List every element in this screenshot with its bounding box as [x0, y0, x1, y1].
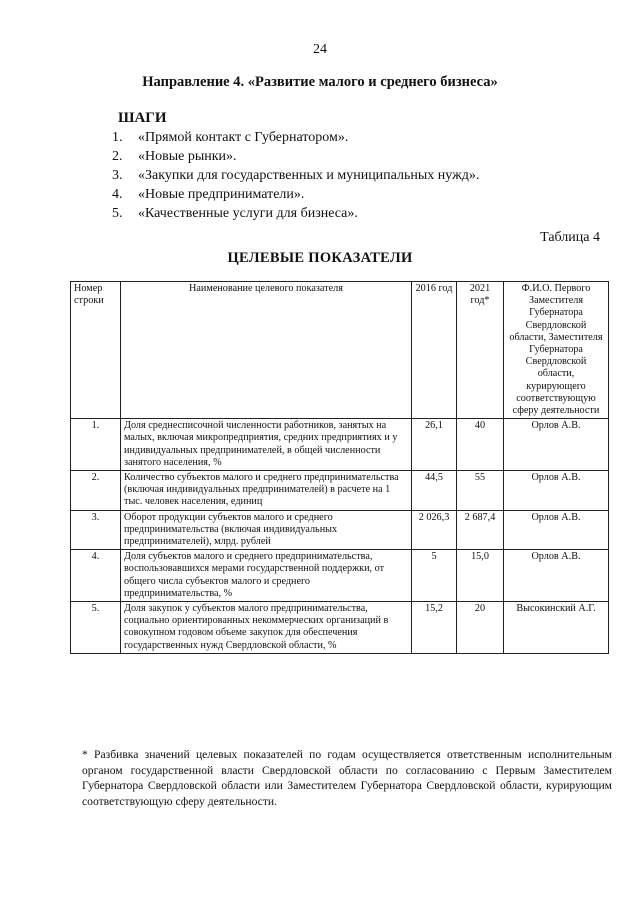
step-number: 1. — [112, 130, 123, 145]
row-2021: 55 — [457, 471, 504, 511]
step-item — [112, 204, 479, 223]
table-row — [71, 471, 609, 511]
row-num: 3. — [71, 510, 121, 550]
step-item — [112, 166, 479, 185]
row-responsible: Высокинский А.Г. — [504, 602, 609, 654]
table-row — [71, 550, 609, 602]
row-responsible: Орлов А.В. — [504, 510, 609, 550]
row-2016: 26,1 — [412, 419, 457, 471]
row-2021: 2 687,4 — [457, 510, 504, 550]
steps-list — [112, 128, 479, 223]
indicators-table — [70, 281, 609, 654]
row-num: 2. — [71, 471, 121, 511]
step-text: «Качественные услуги для бизнеса». — [138, 206, 358, 221]
targets-title: ЦЕЛЕВЫЕ ПОКАЗАТЕЛИ — [227, 250, 413, 266]
steps-heading: ШАГИ — [118, 110, 167, 126]
row-name: Количество субъектов малого и среднего предпринимательства (включая индивидуальных предпринимателей) в расчете на 1 тыс. человек населения, единиц — [121, 471, 412, 511]
step-number: 2. — [112, 149, 123, 164]
table-caption: Таблица 4 — [540, 230, 600, 245]
header-name: Наименование целевого показателя — [121, 282, 412, 419]
page-number: 24 — [313, 42, 327, 57]
row-name: Оборот продукции субъектов малого и среднего предпринимательства (включая индивидуальных предпринимателей), млрд. рублей — [121, 510, 412, 550]
row-2016: 2 026,3 — [412, 510, 457, 550]
row-2021: 20 — [457, 602, 504, 654]
step-item — [112, 147, 479, 166]
row-2016: 15,2 — [412, 602, 457, 654]
step-number: 4. — [112, 187, 123, 202]
row-2021: 15,0 — [457, 550, 504, 602]
row-num: 4. — [71, 550, 121, 602]
header-responsible: Ф.И.О. Первого Заместителя Губернатора Свердловской области, Заместителя Губернатора Свердловской области, курирующего соответствующую сферу деятельности — [504, 282, 609, 419]
table-row — [71, 602, 609, 654]
direction-title: Направление 4. «Развитие малого и среднего бизнеса» — [142, 74, 498, 90]
row-2016: 5 — [412, 550, 457, 602]
header-num: Номер строки — [71, 282, 121, 419]
row-num: 5. — [71, 602, 121, 654]
step-number: 3. — [112, 168, 123, 183]
table-header-row — [71, 282, 609, 419]
row-2016: 44,5 — [412, 471, 457, 511]
row-responsible: Орлов А.В. — [504, 550, 609, 602]
step-text: «Новые рынки». — [138, 149, 237, 164]
step-item — [112, 185, 479, 204]
step-text: «Закупки для государственных и муниципальных нужд». — [138, 168, 480, 183]
row-name: Доля закупок у субъектов малого предпринимательства, социально ориентированных некоммерческих организаций в совокупном годовом объеме закупок для обеспечения государственных нужд Свердловской области, % — [121, 602, 412, 654]
table-row — [71, 510, 609, 550]
row-responsible: Орлов А.В. — [504, 419, 609, 471]
step-text: «Новые предприниматели». — [138, 187, 305, 202]
header-2016: 2016 год — [412, 282, 457, 419]
step-item — [112, 128, 479, 147]
row-name: Доля субъектов малого и среднего предпринимательства, воспользовавшихся мерами государственной поддержки, от общего числа субъектов малого и среднего предпринимательства, % — [121, 550, 412, 602]
table-row — [71, 419, 609, 471]
row-num: 1. — [71, 419, 121, 471]
row-name: Доля среднесписочной численности работников, занятых на малых, включая микропредприятия, средних предприятиях и у индивидуальных предпринимателей, в общей численности занятого населения, % — [121, 419, 412, 471]
header-2021: 2021 год* — [457, 282, 504, 419]
step-text: «Прямой контакт с Губернатором». — [138, 130, 349, 145]
step-number: 5. — [112, 206, 123, 221]
footnote: * Разбивка значений целевых показателей по годам осуществляется ответственным исполнительным органом государственной власти Свердловской области по согласованию с Первым Заместителем Губернатора Свердловской области или Заместителем Губернатора Свердловской области, курирующим соответствующую сферу деятельности. — [82, 748, 612, 808]
row-2021: 40 — [457, 419, 504, 471]
row-responsible: Орлов А.В. — [504, 471, 609, 511]
